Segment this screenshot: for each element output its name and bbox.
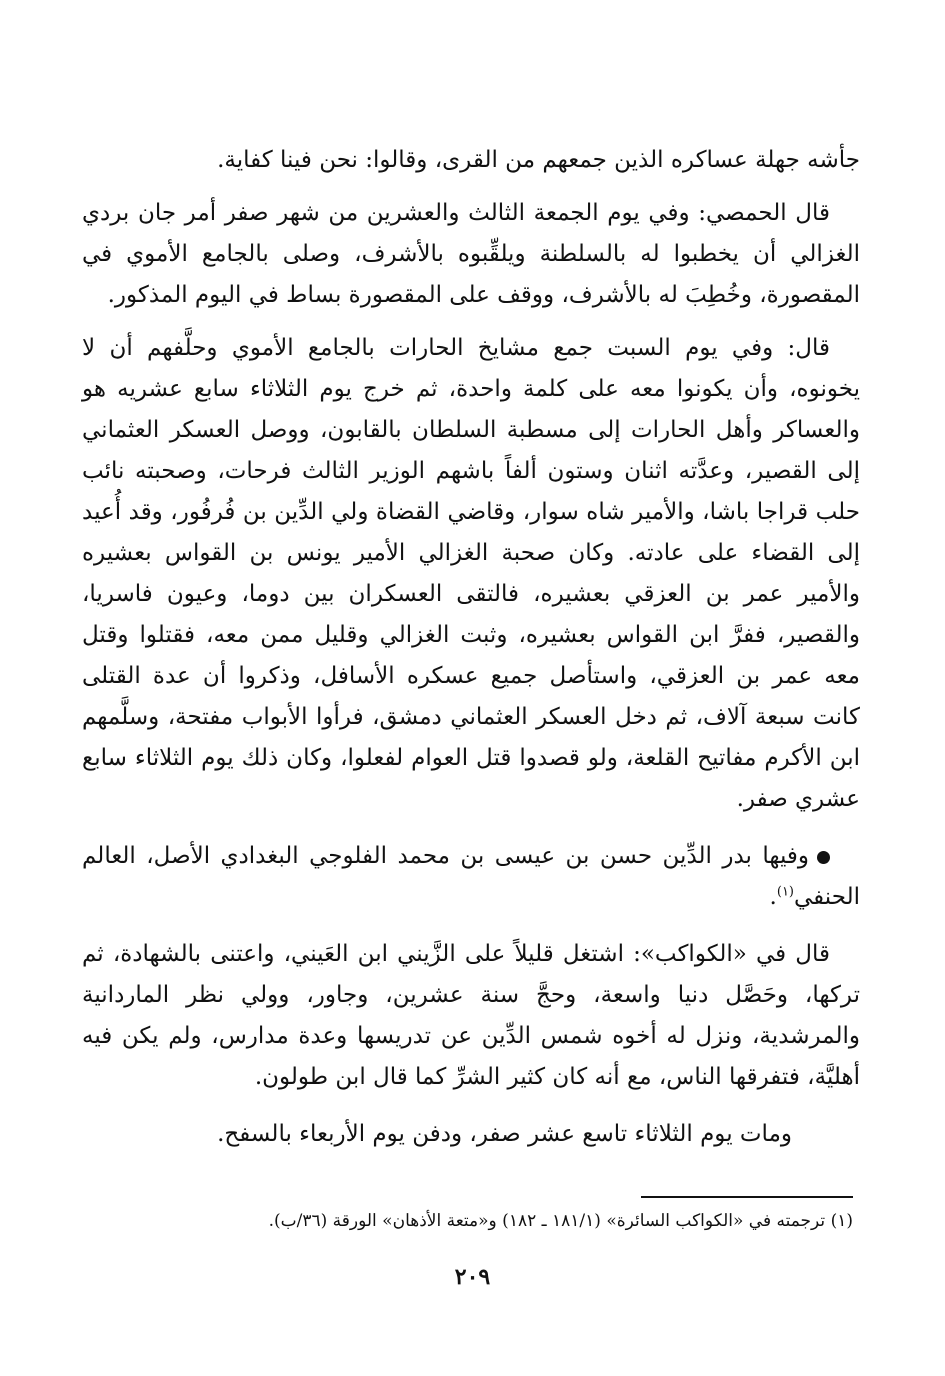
biography-entry (82, 836, 860, 918)
footnote-divider (641, 1196, 853, 1198)
footnote: (١) ترجمته في «الكواكب السائرة» (١٨١/١ ـ ١٨٢) و«متعة الأذهان» الورقة (٣٦/ب). (268, 1211, 853, 1231)
footnote-reference: (١) (776, 884, 794, 900)
paragraph-continuation: جأشه جهلة عساكره الذين جمعهم من القرى، وقالوا: نحن فينا كفاية. (217, 147, 860, 173)
paragraph-death: ومات يوم الثلاثاء تاسع عشر صفر، ودفن يوم الأربعاء بالسفح. (217, 1121, 792, 1147)
paragraph-homsi: قال الحمصي: وفي يوم الجمعة الثالث والعشرين من شهر صفر أمر جان بردي الغزالي أن يخطبوا له بالسلطنة ويلقِّبوه بالأشرف، وصلى بالجامع الأموي في المقصورة، وخُطِبَ له بالأشرف، ووقف على المقصورة بساط في اليوم المذكور. (82, 200, 860, 308)
entry-text: وفيها بدر الدِّين حسن بن عيسى بن محمد الفلوجي البغدادي الأصل، العالم الحنفي (82, 843, 860, 910)
paragraph-kawakib: قال في «الكواكب»: اشتغل قليلاً على الزَّيني ابن العَيني، واعتنى بالشهادة، ثم تركها، وحَصَّل دنيا واسعة، وحجَّ سنة عشرين، وجاور، وولي نظر الماردانية والمرشدية، ونزل له أخوه شمس الدِّين عن تدريسها وعدة مدارس، ولم يكن فيه أهليَّة، فتفرقها الناس، مع أنه كان كثير الشرِّ كما قال ابن طولون. (82, 941, 860, 1090)
page-number: ٢٠٩ (454, 1264, 491, 1290)
main-text (82, 140, 860, 1155)
bullet-dot-icon (817, 851, 830, 864)
entry-end: . (769, 884, 777, 910)
paragraph-battle: قال: وفي يوم السبت جمع مشايخ الحارات بالجامع الأموي وحلَّفهم أن لا يخونوه، وأن يكونوا معه على كلمة واحدة، ثم خرج يوم الثلاثاء سابع عشريه هو والعساكر وأهل الحارات إلى مسطبة السلطان بالقابون، ووصل العسكر العثماني إلى القصير، وعدَّته اثنان وستون ألفاً باشهم الوزير الثالث فرحات، وصحبته نائب حلب قراجا باشا، والأمير شاه سوار، وقاضي القضاة ولي الدِّين بن فُرفُور، وقد أُعيد إلى القضاء على عادته. وكان صحبة الغزالي الأمير يونس بن القواس بعشيره والأمير عمر بن العزقي بعشيره، فالتقى العسكران بين دوما، وعيون فاسريا، والقصير، ففرَّ ابن القواس بعشيره، وثبت الغزالي وقليل ممن معه، فقتلوا وقتل معه عمر بن العزقي، واستأصل جميع عسكره الأسافل، وذكروا أن عدة القتلى كانت سبعة آلاف، ثم دخل العسكر العثماني دمشق، فرأوا الأبواب مفتحة، وسلَّمهم ابن الأكرم مفاتيح القلعة، ولو قصدوا قتل العوام لفعلوا، وكان ذلك يوم الثلاثاء سابع عشري صفر. (82, 335, 860, 812)
